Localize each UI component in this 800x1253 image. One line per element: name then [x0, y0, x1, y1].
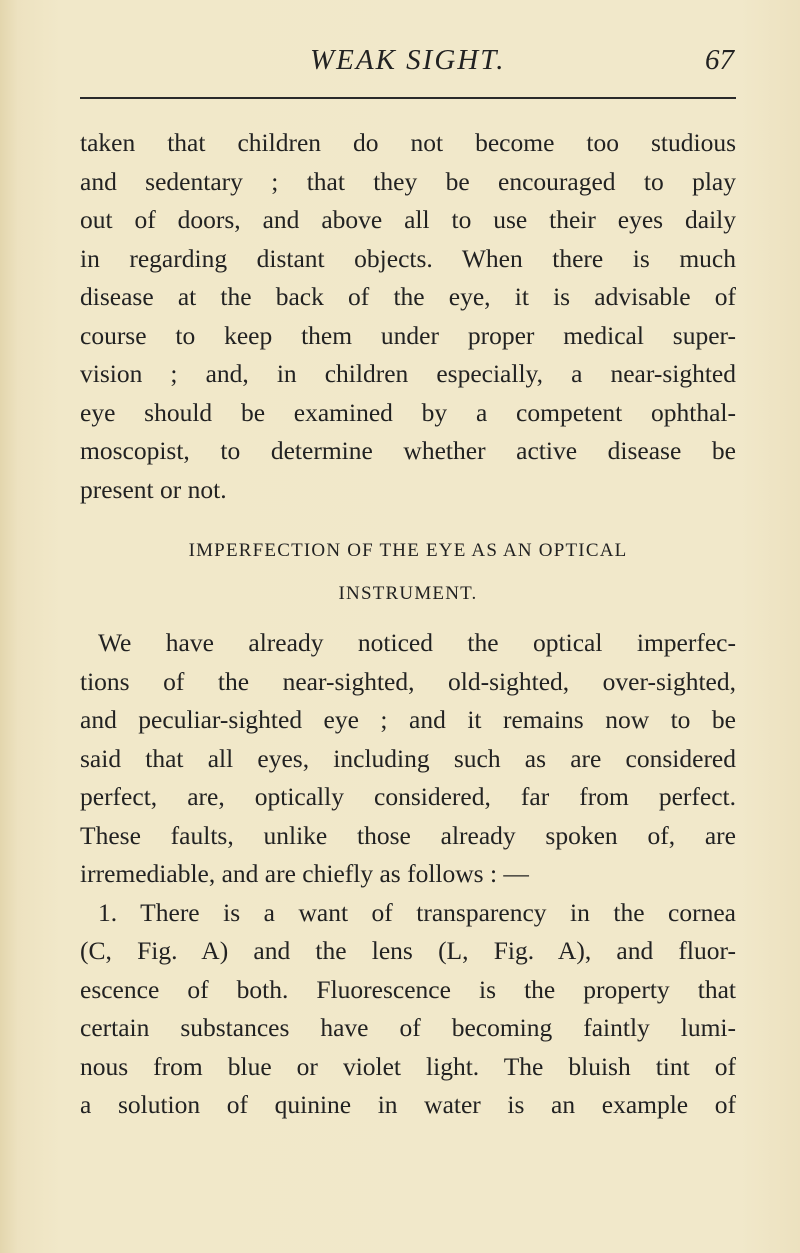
text-line: certain substances have of becoming faintly lumi- — [80, 1013, 736, 1042]
text-line: and peculiar-sighted eye ; and it remains now to be — [80, 705, 736, 734]
header-rule — [80, 97, 736, 99]
running-title: WEAK SIGHT. — [310, 44, 506, 76]
text-line: perfect, are, optically considered, far from perfect. — [80, 782, 736, 811]
text-line: We have already noticed the optical imperfec- — [98, 628, 736, 657]
text-line: (C, Fig. A) and the lens (L, Fig. A), and fluor- — [80, 936, 736, 965]
text-line: course to keep them under proper medical super- — [80, 320, 736, 350]
section-heading-line-1: IMPERFECTION OF THE EYE AS AN OPTICAL — [188, 540, 628, 561]
text-line: irremediable, and are chiefly as follows : — — [80, 859, 529, 888]
text-line: a solution of quinine in water is an example of — [80, 1090, 736, 1119]
text-line: tions of the near-sighted, old-sighted, over-sighted, — [80, 666, 736, 696]
text-line: said that all eyes, including such as are considered — [80, 743, 736, 773]
text-line: eye should be examined by a competent ophthal- — [80, 397, 736, 427]
text-line: present or not. — [80, 474, 227, 504]
page-number: 67 — [705, 44, 734, 76]
text-line: moscopist, to determine whether active disease be — [80, 436, 736, 465]
text-line: These faults, unlike those already spoken of, are — [80, 820, 736, 850]
text-line: 1. There is a want of transparency in the cornea — [98, 897, 736, 927]
text-line: vision ; and, in children especially, a near-sighted — [80, 359, 736, 388]
page-header — [80, 44, 736, 84]
paragraph-1 — [80, 124, 736, 509]
text-line: nous from blue or violet light. The bluish tint of — [80, 1051, 736, 1081]
paragraph-2 — [80, 624, 736, 1125]
text-line: taken that children do not become too studious — [80, 128, 736, 157]
text-line: escence of both. Fluorescence is the property that — [80, 974, 736, 1004]
text-line: in regarding distant objects. When there is much — [80, 243, 736, 273]
section-heading-line-2: INSTRUMENT. — [338, 583, 478, 604]
text-line: and sedentary ; that they be encouraged to play — [80, 166, 736, 196]
text-line: disease at the back of the eye, it is advisable of — [80, 282, 736, 311]
text-line: out of doors, and above all to use their eyes daily — [80, 205, 736, 234]
